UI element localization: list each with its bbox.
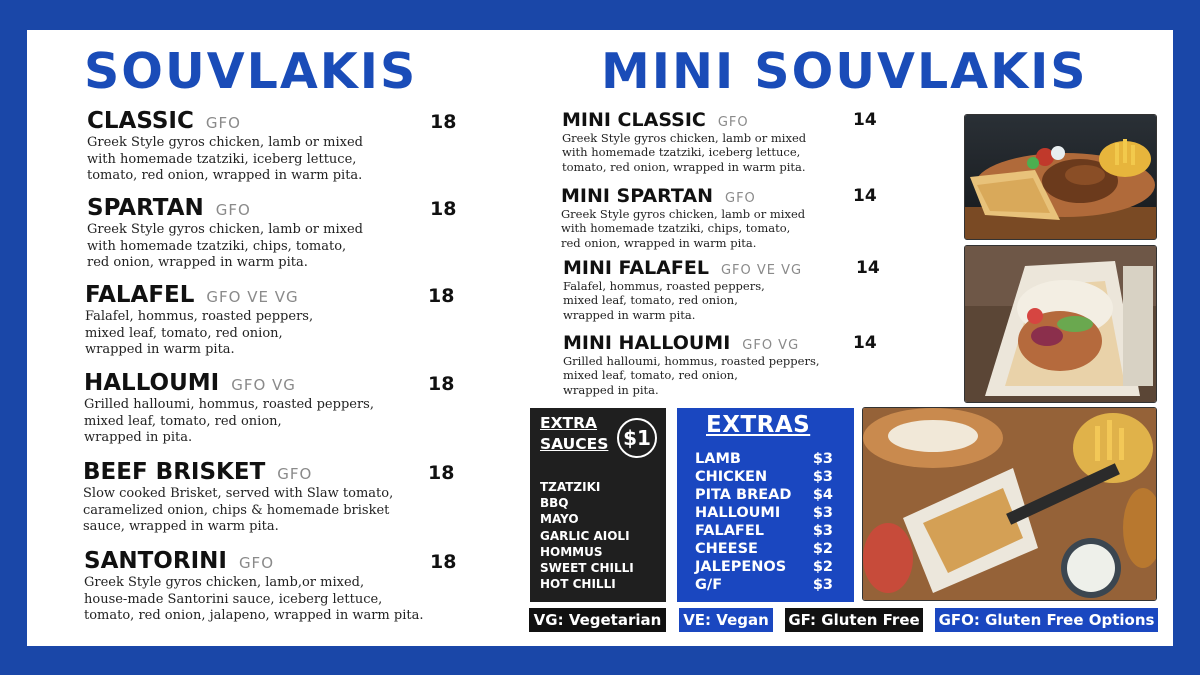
food-spread-photo (862, 407, 1157, 601)
item-name-text: MINI HALLOUMI (563, 332, 731, 354)
item-name (561, 187, 882, 206)
item-tags: GFO VG (231, 376, 296, 394)
item-description: Greek Style gyros chicken, lamb or mixed with homemade tzatziki, iceberg lettuce, tomato, red onion, wrapped in warm pita. (562, 131, 807, 174)
menu-board (27, 30, 1173, 646)
item-name-text: MINI FALAFEL (563, 257, 709, 279)
list-item (695, 468, 833, 486)
item-name (84, 372, 457, 395)
extra-price: $2 (812, 559, 833, 575)
menu-item-mini-falafel (563, 259, 882, 322)
item-price: 14 (853, 333, 877, 353)
item-tags: GFO VE VG (206, 288, 299, 306)
item-description: Grilled halloumi, hommus, roasted peppers, mixed leaf, tomato, red onion, wrapped in pita. (84, 397, 374, 445)
item-name-text: CLASSIC (87, 108, 194, 134)
item-description: Greek Style gyros chicken, lamb or mixed with homemade tzatziki, chips, tomato, red onion, wrapped in warm pita. (87, 222, 363, 270)
item-name (83, 461, 457, 484)
item-name-text: MINI CLASSIC (562, 109, 706, 131)
extras-panel (677, 408, 854, 602)
list-item: MAYO (540, 512, 579, 527)
list-item: SWEET CHILLI (540, 561, 634, 576)
item-description: Slow cooked Brisket, served with Slaw tomato, caramelized onion, chips & homemade brisket sauce, wrapped in warm pita. (83, 486, 394, 534)
menu-item-santorini (84, 550, 457, 625)
item-tags: GFO (205, 114, 241, 132)
extra-sauces-panel (530, 408, 666, 602)
extra-sauces-title-line1: EXTRA (540, 414, 598, 432)
item-name-text: SANTORINI (84, 548, 227, 574)
menu-item-mini-spartan (561, 187, 882, 250)
sauce-list (540, 479, 634, 592)
item-description: Falafel, hommus, roasted peppers, mixed leaf, tomato, red onion, wrapped in warm pita. (85, 309, 314, 357)
item-name-text: FALAFEL (85, 282, 195, 308)
item-price: 18 (430, 111, 457, 133)
item-tags: GFO VE VG (720, 263, 803, 278)
item-price: 14 (853, 110, 877, 130)
gyros-plate-photo (964, 114, 1157, 240)
item-name (563, 259, 882, 278)
list-item (695, 450, 833, 468)
list-item: TZATZIKI (540, 480, 601, 494)
extra-price: $3 (812, 505, 833, 521)
item-price: 18 (430, 551, 457, 573)
item-name-text: MINI SPARTAN (561, 185, 713, 207)
item-name (87, 197, 457, 220)
extra-name: CHICKEN (695, 469, 768, 485)
menu-item-mini-halloumi (563, 334, 882, 397)
item-name (84, 550, 457, 573)
extra-sauces-title-line2: SAUCES (540, 435, 609, 453)
list-item (695, 540, 833, 558)
extra-price: $4 (812, 487, 833, 503)
extra-price: $3 (812, 451, 833, 467)
extra-name: HALLOUMI (695, 505, 781, 521)
souvlaki-wrap-photo (964, 245, 1157, 403)
legend-vegan: VE: Vegan (679, 608, 773, 632)
item-tags: GFO (215, 201, 251, 219)
item-name-text: HALLOUMI (84, 370, 220, 396)
legend-gluten-free-options: GFO: Gluten Free Options (935, 608, 1158, 632)
item-tags: GFO (277, 465, 313, 483)
item-price: 14 (853, 186, 877, 206)
extra-name: G/F (695, 577, 723, 593)
mini-souvlakis-title: MINI SOUVLAKIS (601, 43, 1088, 100)
item-description: Greek Style gyros chicken, lamb,or mixed, house-made Santorini sauce, iceberg lettuce, tomato, red onion, jalapeno, wrapped in warm pita. (84, 575, 424, 623)
item-name (87, 110, 457, 133)
item-price: 14 (856, 258, 880, 278)
extra-price: $2 (812, 541, 833, 557)
extra-price: $3 (812, 577, 833, 593)
item-name (85, 284, 457, 307)
souvlaki-wrap-image (965, 246, 1157, 403)
item-tags: GFO (717, 115, 749, 130)
menu-item-halloumi (84, 372, 457, 447)
sauce-price-badge: $1 (617, 418, 657, 458)
extra-name: LAMB (695, 451, 741, 467)
item-name (563, 334, 882, 353)
extra-price: $3 (812, 469, 833, 485)
item-description: Greek Style gyros chicken, lamb or mixed with homemade tzatziki, chips, tomato, red onion, wrapped in warm pita. (561, 207, 806, 250)
gyros-plate-image (965, 115, 1157, 240)
item-tags: GFO (725, 191, 756, 206)
list-item: HOT CHILLI (540, 577, 616, 592)
menu-item-classic (87, 110, 457, 185)
extra-price: $3 (812, 523, 833, 539)
list-item (695, 576, 833, 594)
extra-name: JALEPENOS (695, 559, 787, 575)
menu-item-mini-classic (562, 111, 882, 174)
list-item (695, 486, 833, 504)
extras-list (695, 450, 833, 594)
item-description: Falafel, hommus, roasted peppers, mixed leaf, tomato, red onion, wrapped in warm pita. (563, 279, 765, 322)
item-name-text: SPARTAN (87, 195, 204, 221)
item-price: 18 (428, 373, 455, 395)
legend-vegetarian: VG: Vegetarian (529, 608, 666, 632)
menu-item-spartan (87, 197, 457, 272)
list-item (695, 522, 833, 540)
item-name (562, 111, 882, 130)
item-price: 18 (428, 462, 455, 484)
extra-name: CHEESE (695, 541, 758, 557)
item-tags: GFO VG (742, 338, 800, 353)
item-description: Grilled halloumi, hommus, roasted peppers, mixed leaf, tomato, red onion, wrapped in pita. (563, 354, 820, 397)
list-item: HOMMUS (540, 544, 603, 559)
item-description: Greek Style gyros chicken, lamb or mixed with homemade tzatziki, iceberg lettuce, tomato, red onion, wrapped in warm pita. (87, 135, 363, 183)
legend-gluten-free: GF: Gluten Free (785, 608, 923, 632)
list-item (695, 504, 833, 522)
extra-name: PITA BREAD (695, 487, 792, 503)
menu-item-falafel (85, 284, 457, 359)
item-price: 18 (430, 198, 457, 220)
menu-item-beef-brisket (83, 461, 457, 536)
list-item: BBQ (540, 496, 569, 511)
item-tags: GFO (238, 554, 274, 572)
extra-sauces-title (540, 413, 608, 455)
food-spread-image (863, 408, 1157, 601)
list-item (695, 558, 833, 576)
item-name-text: BEEF BRISKET (83, 459, 266, 485)
item-price: 18 (428, 285, 455, 307)
souvlakis-title: SOUVLAKIS (84, 43, 418, 100)
list-item: GARLIC AIOLI (540, 528, 630, 543)
extras-title: EXTRAS (706, 412, 811, 438)
extra-name: FALAFEL (695, 523, 764, 539)
